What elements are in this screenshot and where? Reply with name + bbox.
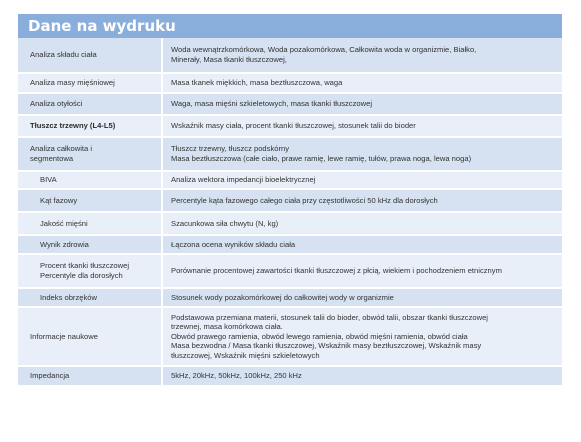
row-label <box>18 93 162 115</box>
row-value-line: tłuszczowej, Wskaźnik mięśni szkieletowych <box>171 350 320 360</box>
row-value-line: Obwód prawego ramienia, obwód lewego ramienia, obwód mięśni ramienia, obwód ciała <box>171 331 468 341</box>
row-value-line: Łączona ocena wyników składu ciała <box>171 239 296 249</box>
row-label-line: Analiza całkowita i <box>30 144 93 154</box>
row-label <box>18 254 162 288</box>
table-row <box>18 115 562 137</box>
row-value <box>162 93 562 115</box>
row-label-line: Kąt fazowy <box>40 195 78 205</box>
row-label <box>18 307 162 366</box>
row-label <box>18 235 162 254</box>
row-value-line: Minerały, Masa tkanki tłuszczowej, <box>171 55 287 64</box>
table-row <box>18 254 562 288</box>
row-value <box>162 189 562 212</box>
row-value-line: Stosunek wody pozakomórkowej do całkowitej wody w organizmie <box>171 292 394 302</box>
row-value-line: Percentyle kąta fazowego całego ciała przy częstotliwości 50 kHz dla dorosłych <box>171 195 438 205</box>
row-label-line: Procent tkanki tłuszczowej <box>40 261 130 271</box>
row-value-line: Waga, masa mięśni szkieletowych, masa tkanki tłuszczowej <box>171 99 373 109</box>
row-label <box>18 288 162 307</box>
row-label-line: Impedancja <box>30 371 70 381</box>
row-value-line: Masa beztłuszczowa (całe ciało, prawe ramię, lewe ramię, tułów, prawa noga, lewa noga) <box>171 154 472 163</box>
row-value <box>162 307 562 366</box>
row-value-line: 5kHz, 20kHz, 50kHz, 100kHz, 250 kHz <box>171 371 302 381</box>
row-value-line: Wskaźnik masy ciała, procent tkanki tłuszczowej, stosunek talii do bioder <box>171 121 416 131</box>
row-label-line: Tłuszcz trzewny (L4-L5) <box>30 121 116 131</box>
row-value-line: Woda wewnątrzkomórkowa, Woda pozakomórkowa, Całkowita woda w organizmie, Białko, <box>171 45 477 55</box>
row-label-line: Percentyle dla dorosłych <box>40 271 123 280</box>
row-value-line: Masa tkanek miękkich, masa beztłuszczowa, waga <box>171 78 343 88</box>
row-label <box>18 189 162 212</box>
row-label <box>18 137 162 171</box>
row-value-line: Analiza wektora impedancji bioelektrycznej <box>171 175 316 185</box>
row-label-line: Analiza masy mięśniowej <box>30 78 115 88</box>
row-value <box>162 254 562 288</box>
row-value-line: Porównanie procentowej zawartości tkanki tłuszczowej z płcią, wiekiem i pochodzeniem etnicznym <box>171 266 502 276</box>
row-label <box>18 366 162 386</box>
row-value <box>162 366 562 386</box>
row-label-line: Analiza otyłości <box>30 99 83 109</box>
row-label-line: segmentowa <box>30 154 74 163</box>
print-data-panel <box>18 14 562 387</box>
table-row <box>18 366 562 386</box>
row-label <box>18 115 162 137</box>
row-value <box>162 212 562 235</box>
row-label-line: Informacje naukowe <box>30 331 98 341</box>
row-label <box>18 171 162 189</box>
row-label-line: Analiza składu ciała <box>30 50 97 60</box>
row-label-line: Indeks obrzęków <box>40 292 97 302</box>
table-body <box>18 38 562 386</box>
table-row <box>18 137 562 171</box>
row-label <box>18 212 162 235</box>
table-row <box>18 307 562 366</box>
row-value <box>162 171 562 189</box>
table-row <box>18 38 562 73</box>
row-label <box>18 38 162 73</box>
row-value <box>162 115 562 137</box>
row-value-line: Podstawowa przemiana materii, stosunek talii do bioder, obwód talii, obszar tkanki tłuszczowej <box>171 312 488 322</box>
row-value-line: Szacunkowa siła chwytu (N, kg) <box>171 218 279 228</box>
row-value-line: trzewnej, masa komórkowa ciała. <box>171 322 283 332</box>
table-row <box>18 93 562 115</box>
print-data-table <box>18 38 562 387</box>
row-value <box>162 235 562 254</box>
table-row <box>18 235 562 254</box>
row-value <box>162 73 562 93</box>
row-label-line: BIVA <box>40 175 57 185</box>
table-row <box>18 189 562 212</box>
row-value-line: Tłuszcz trzewny, tłuszcz podskórny <box>171 144 290 154</box>
table-row <box>18 171 562 189</box>
table-row <box>18 212 562 235</box>
panel-title: Dane na wydruku <box>18 14 562 38</box>
row-value-line: Masa bezwodna / Masa tkanki tłuszczowej, Wskaźnik masy beztłuszczowej, Wskaźnik masy <box>171 341 482 351</box>
row-label-line: Jakość mięśni <box>40 218 88 228</box>
table-row <box>18 73 562 93</box>
row-label <box>18 73 162 93</box>
row-value <box>162 288 562 307</box>
row-value <box>162 137 562 171</box>
row-value <box>162 38 562 73</box>
table-row <box>18 288 562 307</box>
row-label-line: Wynik zdrowia <box>40 239 89 249</box>
